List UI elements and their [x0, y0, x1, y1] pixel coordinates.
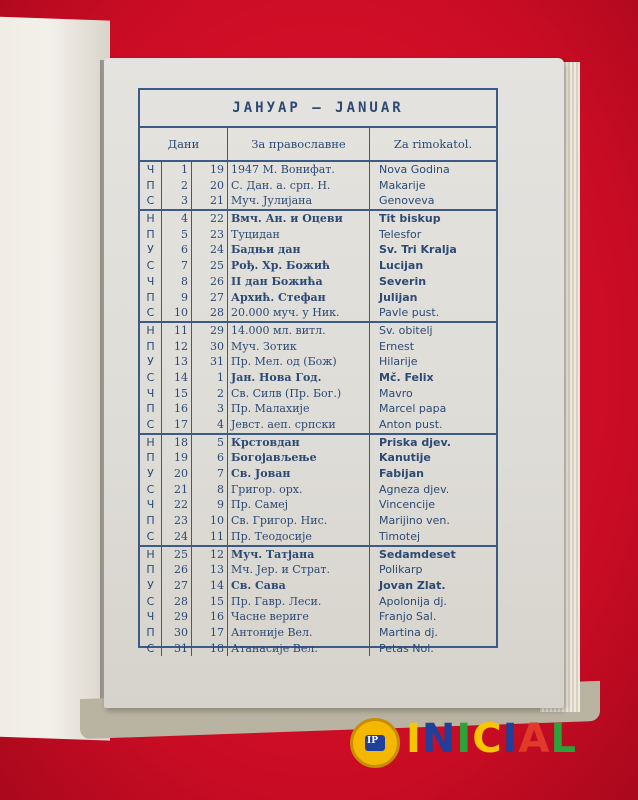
- old-style-day: 8: [217, 482, 224, 496]
- header-orthodox: За православне: [228, 128, 370, 160]
- old-style-day: 29: [210, 323, 224, 337]
- day-letter: П: [146, 402, 155, 416]
- day-letter: С: [146, 594, 155, 608]
- old-style-day: 1: [217, 370, 224, 384]
- week-block: [140, 162, 496, 211]
- day-number: 13: [174, 355, 188, 369]
- old-style-day: 25: [210, 259, 224, 273]
- day-letter: Ч: [146, 610, 155, 624]
- inicial-logo: [346, 712, 626, 774]
- orthodox-saint: Св. Силв (Пр. Бог.): [231, 386, 342, 400]
- day-number: 1: [181, 163, 188, 176]
- day-letter: П: [146, 625, 155, 639]
- day-letter-column: [140, 162, 162, 209]
- day-number: 12: [174, 339, 188, 353]
- catholic-saint: Ernest: [379, 339, 415, 353]
- old-style-day-column: [192, 323, 228, 433]
- day-number-column: [162, 323, 192, 433]
- seal-text: IP: [367, 736, 378, 746]
- day-letter: С: [146, 641, 155, 655]
- day-number: 29: [174, 610, 188, 624]
- orthodox-saint-column: [228, 162, 370, 209]
- day-number: 11: [174, 323, 188, 337]
- old-style-day-column: [192, 435, 228, 545]
- orthodox-saint: Пр. Самеј: [231, 498, 289, 512]
- day-number: 3: [181, 194, 188, 208]
- day-number-column: [162, 435, 192, 545]
- old-style-day: 11: [210, 529, 224, 543]
- catholic-saint: Polikarp: [379, 563, 423, 577]
- day-letter: Н: [146, 212, 155, 226]
- day-letter: Ч: [146, 498, 155, 512]
- orthodox-saint: Мч. Јер. и Страт.: [231, 563, 330, 577]
- day-letter: Н: [146, 547, 155, 561]
- catholic-saint: Mavro: [379, 386, 413, 400]
- old-style-day: 9: [217, 498, 224, 512]
- day-number: 31: [174, 641, 188, 655]
- week-block: [140, 547, 496, 657]
- day-number: 28: [174, 594, 188, 608]
- old-style-day-column: [192, 547, 228, 657]
- catholic-saint: Agneza djev.: [379, 482, 450, 496]
- catholic-saint: Severin: [379, 274, 427, 288]
- old-style-day: 23: [210, 227, 224, 241]
- day-letter: Ч: [146, 386, 155, 400]
- day-letter: Ч: [146, 163, 155, 176]
- left-page: [0, 15, 110, 740]
- table-header: [140, 128, 496, 162]
- day-letter: П: [146, 451, 155, 465]
- catholic-saint: Marijino ven.: [379, 514, 450, 528]
- catholic-saint: Sv. Tri Kralja: [379, 243, 457, 257]
- catholic-saint: Kanutije: [379, 451, 431, 465]
- day-letter: П: [146, 290, 155, 304]
- catholic-saint: Timotej: [379, 529, 421, 543]
- orthodox-saint: Пр. Мел. од (Бож): [231, 355, 337, 369]
- orthodox-saint: Бадњи дан: [231, 243, 301, 257]
- catholic-saint: Makarije: [379, 178, 426, 192]
- logo-letter: L: [550, 716, 577, 762]
- day-number: 16: [174, 402, 188, 416]
- catholic-saint: Marcel papa: [379, 402, 447, 416]
- old-style-day: 14: [210, 578, 224, 592]
- catholic-saint: Petas Nol.: [379, 641, 434, 655]
- old-style-day: 3: [217, 402, 224, 416]
- day-letter: С: [146, 194, 155, 208]
- logo-letter: I: [456, 716, 473, 762]
- day-letter: Ч: [146, 274, 155, 288]
- orthodox-saint-column: [228, 435, 370, 545]
- logo-letter: I: [406, 716, 422, 762]
- orthodox-saint: Богојављење: [231, 451, 317, 465]
- catholic-saint: Pavle pust.: [379, 306, 440, 320]
- header-catholic: Za rimokatol.: [393, 137, 473, 151]
- orthodox-saint-column: [228, 547, 370, 657]
- day-letter: П: [146, 563, 155, 577]
- day-number: 18: [174, 435, 188, 449]
- catholic-saint: Jovan Zlat.: [379, 578, 446, 592]
- week-block: [140, 211, 496, 323]
- catholic-saint: Priska djev.: [379, 435, 451, 449]
- orthodox-saint: Јан. Нова Год.: [231, 370, 322, 384]
- day-letter: С: [146, 529, 155, 543]
- day-number: 5: [181, 227, 188, 241]
- header-days: Дани: [140, 128, 228, 160]
- month-title: JАНУАР – JANUAR: [140, 90, 496, 128]
- day-letter: П: [146, 227, 155, 241]
- orthodox-saint: Муч. Јулијана: [231, 194, 313, 208]
- logo-letter: N: [421, 716, 457, 762]
- catholic-saint: Mč. Felix: [379, 370, 434, 384]
- old-style-day-column: [192, 162, 228, 209]
- day-letter-column: [140, 547, 162, 657]
- day-number: 2: [181, 178, 188, 192]
- seal-icon: [350, 718, 400, 768]
- catholic-saint-column: [370, 211, 496, 321]
- day-number: 9: [181, 290, 188, 304]
- orthodox-saint-column: [228, 323, 370, 433]
- old-style-day: 19: [210, 163, 224, 176]
- day-letter: С: [146, 482, 155, 496]
- catholic-saint-column: [370, 435, 496, 545]
- orthodox-saint: Антоније Вел.: [231, 625, 313, 639]
- catholic-saint: Telesfor: [379, 227, 422, 241]
- old-style-day: 30: [210, 339, 224, 353]
- catholic-saint: Nova Godina: [379, 163, 450, 176]
- day-number-column: [162, 162, 192, 209]
- catholic-saint-column: [370, 323, 496, 433]
- old-style-day: 13: [210, 563, 224, 577]
- old-style-day: 16: [210, 610, 224, 624]
- day-letter: Н: [146, 435, 155, 449]
- old-style-day: 20: [210, 178, 224, 192]
- orthodox-saint: Пр. Гавр. Леси.: [231, 594, 322, 608]
- day-letter: У: [147, 578, 154, 592]
- old-style-day: 7: [217, 467, 224, 481]
- old-style-day: 4: [217, 418, 224, 431]
- orthodox-saint: Св. Јован: [231, 467, 291, 481]
- day-letter-column: [140, 211, 162, 321]
- orthodox-saint: Григор. орх.: [231, 482, 303, 496]
- day-letter: П: [146, 178, 155, 192]
- catholic-saint: Sv. obitelj: [379, 323, 433, 337]
- old-style-day: 24: [210, 243, 224, 257]
- orthodox-saint: С. Дан. а. срп. Н.: [231, 178, 331, 192]
- day-number: 7: [181, 259, 188, 273]
- old-style-day: 28: [210, 306, 224, 320]
- old-style-day: 5: [217, 435, 224, 449]
- old-style-day: 10: [210, 514, 224, 528]
- day-number: 20: [174, 467, 188, 481]
- day-letter-column: [140, 435, 162, 545]
- day-number: 14: [174, 370, 188, 384]
- catholic-saint: Tit biskup: [379, 212, 441, 226]
- day-number: 30: [174, 625, 188, 639]
- day-number: 27: [174, 578, 188, 592]
- day-number-column: [162, 547, 192, 657]
- old-style-day-column: [192, 211, 228, 321]
- old-style-day: 21: [210, 194, 224, 208]
- catholic-saint: Genoveva: [379, 194, 435, 208]
- orthodox-saint: Јевст. аеп. српски: [231, 418, 336, 431]
- catholic-saint: Vincencije: [379, 498, 436, 512]
- day-letter: С: [146, 370, 155, 384]
- day-number: 26: [174, 563, 188, 577]
- week-block: [140, 323, 496, 435]
- old-style-day: 22: [210, 212, 224, 226]
- catholic-saint: Martina dj.: [379, 625, 438, 639]
- orthodox-saint: Атанасије Вел.: [231, 641, 318, 655]
- orthodox-saint: 20.000 муч. у Ник.: [231, 306, 340, 320]
- catholic-saint: Sedamdeset: [379, 547, 456, 561]
- old-style-day: 26: [210, 274, 224, 288]
- logo-letter: A: [518, 716, 551, 762]
- day-number: 25: [174, 547, 188, 561]
- orthodox-saint: Муч. Зотик: [231, 339, 297, 353]
- old-style-day: 15: [210, 594, 224, 608]
- catholic-saint-column: [370, 547, 496, 657]
- orthodox-saint: Пр. Малахије: [231, 402, 310, 416]
- orthodox-saint: Часне вериге: [231, 610, 309, 624]
- catholic-saint-column: [370, 162, 496, 209]
- old-style-day: 2: [217, 386, 224, 400]
- old-style-day: 6: [217, 451, 224, 465]
- old-style-day: 27: [210, 290, 224, 304]
- orthodox-saint: Крстовдан: [231, 435, 300, 449]
- orthodox-saint: Св. Сава: [231, 578, 286, 592]
- catholic-saint: Apolonija dj.: [379, 594, 447, 608]
- logo-letter: I: [502, 716, 519, 762]
- catholic-saint: Franjo Sal.: [379, 610, 437, 624]
- orthodox-saint: 14.000 мл. витл.: [231, 323, 326, 337]
- orthodox-saint: Вмч. Ан. и Оцеви: [231, 212, 343, 226]
- orthodox-saint: Туцидан: [231, 227, 280, 241]
- old-style-day: 12: [210, 547, 224, 561]
- day-letter: Н: [146, 323, 155, 337]
- day-number: 8: [181, 274, 188, 288]
- day-letter: У: [147, 243, 154, 257]
- day-number: 19: [174, 451, 188, 465]
- orthodox-saint-column: [228, 211, 370, 321]
- week-block: [140, 435, 496, 547]
- old-style-day: 17: [210, 625, 224, 639]
- day-letter: С: [146, 418, 155, 431]
- day-letter: П: [146, 514, 155, 528]
- catholic-saint: Lucijan: [379, 259, 424, 273]
- orthodox-saint: 1947 М. Вонифат.: [231, 163, 335, 176]
- logo-text: [406, 716, 577, 762]
- orthodox-saint: II дан Божића: [231, 274, 323, 288]
- old-style-day: 18: [210, 641, 224, 655]
- day-number: 15: [174, 386, 188, 400]
- day-number: 23: [174, 514, 188, 528]
- day-letter: У: [147, 355, 154, 369]
- old-style-day: 31: [210, 355, 224, 369]
- day-letter-column: [140, 323, 162, 433]
- orthodox-saint: Пр. Теодосије: [231, 529, 312, 543]
- orthodox-saint: Рођ. Хр. Божић: [231, 259, 331, 273]
- catholic-saint: Fabijan: [379, 467, 424, 481]
- catholic-saint: Hilarije: [379, 355, 418, 369]
- catholic-saint: Julijan: [379, 290, 418, 304]
- day-number: 17: [174, 418, 188, 431]
- calendar-table: [138, 88, 498, 655]
- orthodox-saint: Св. Григор. Нис.: [231, 514, 328, 528]
- calendar-body: [140, 162, 496, 656]
- day-number: 10: [174, 306, 188, 320]
- catholic-saint: Anton pust.: [379, 418, 443, 431]
- orthodox-saint: Муч. Татјана: [231, 547, 315, 561]
- day-letter: У: [147, 467, 154, 481]
- day-number: 4: [181, 212, 188, 226]
- orthodox-saint: Архић. Стефан: [231, 290, 326, 304]
- logo-letter: C: [472, 716, 503, 762]
- day-number: 22: [174, 498, 188, 512]
- day-number: 6: [181, 243, 188, 257]
- day-number-column: [162, 211, 192, 321]
- day-letter: С: [146, 306, 155, 320]
- day-letter: С: [146, 259, 155, 273]
- day-number: 24: [174, 529, 188, 543]
- day-number: 21: [174, 482, 188, 496]
- day-letter: П: [146, 339, 155, 353]
